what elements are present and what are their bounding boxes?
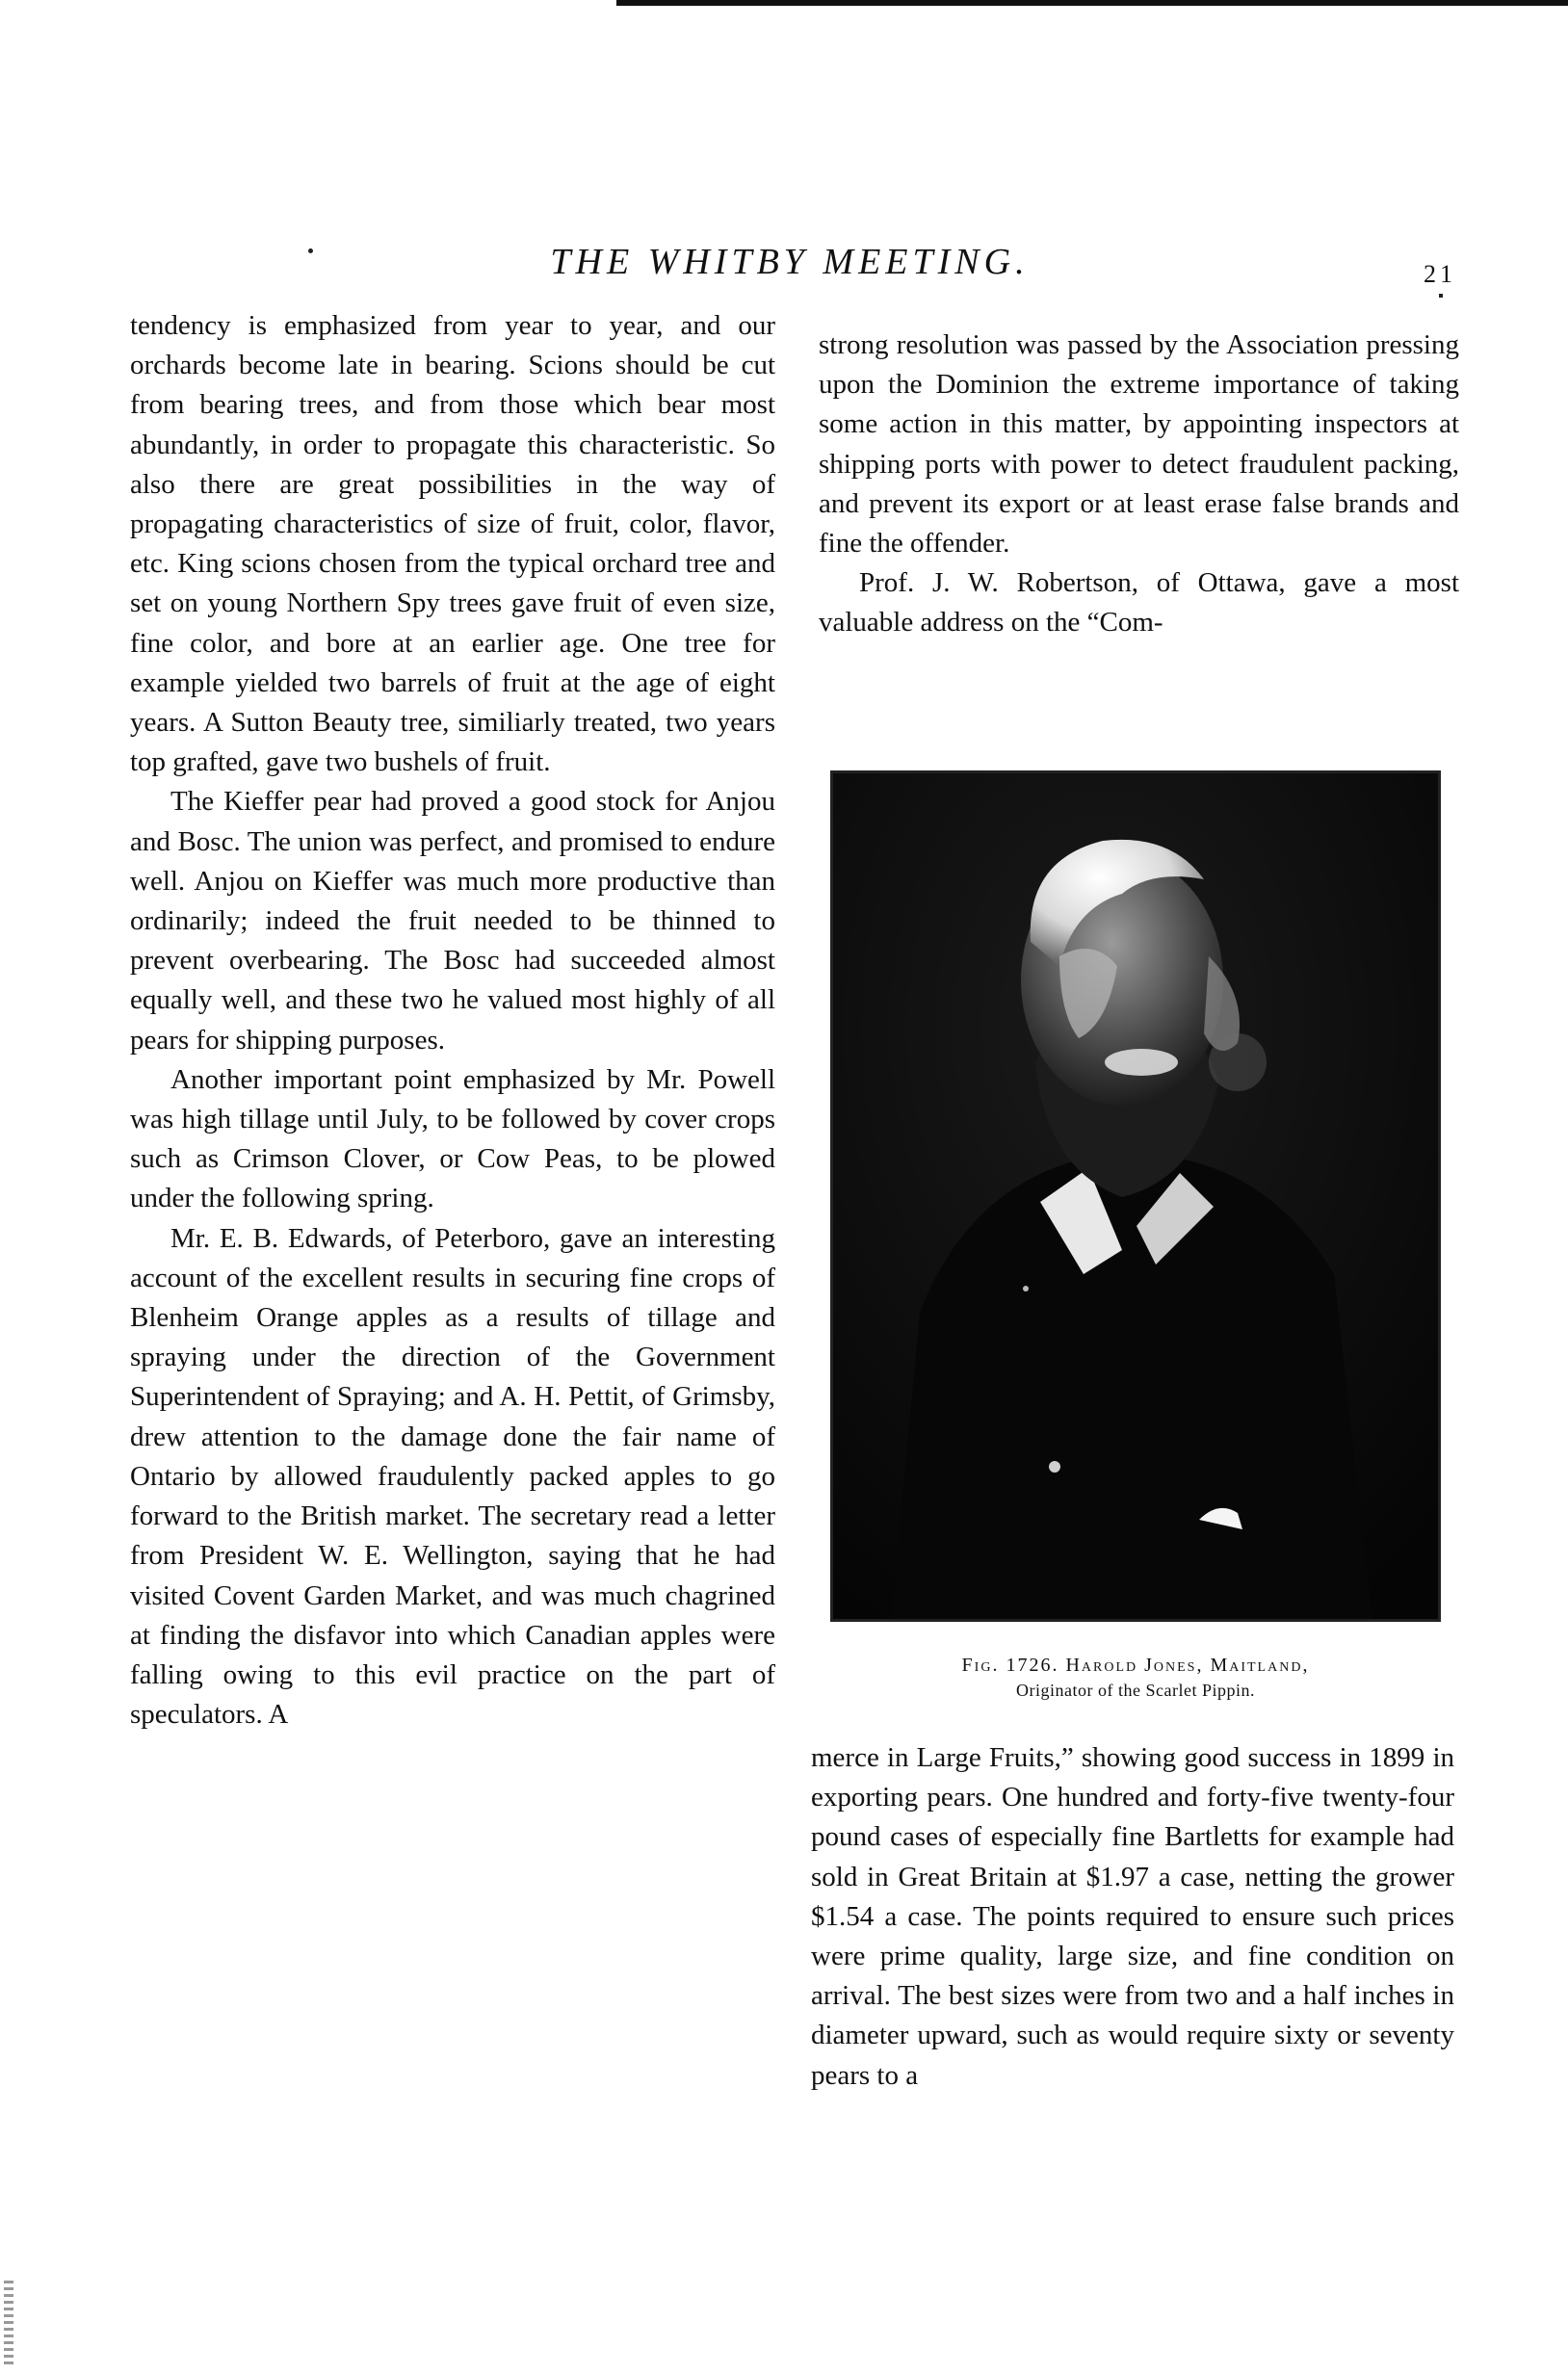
paragraph: tendency is emphasized from year to year, and our orchards become late in bearing. Scions should be cut from bearing trees, and from those which bear most abundantly, in order to propagate this characteristic. So also there are great possibilities in the way of propagating characteristics of size of fruit, color, flavor, etc. King scions chosen from the typical orchard tree and set on young Northern Spy trees gave fruit of even size, fine color, and bore at an earlier age. One tree for example yielded two barrels of fruit at the age of eight years. A Sutton Beauty tree, similiarly treated, two years top grafted, gave two bushels of fruit.	[130, 310, 775, 778]
left-text-column	[130, 306, 775, 1735]
caption-subtitle: Originator of the Scarlet Pippin.	[1016, 1681, 1255, 1700]
header-ornament	[308, 248, 313, 253]
figure-caption	[830, 1655, 1441, 1701]
page-number-mark	[1439, 294, 1443, 298]
running-head-title: THE WHITBY MEETING.	[550, 242, 1030, 282]
mustache-highlight	[1105, 1049, 1178, 1076]
paragraph: Mr. E. B. Edwards, of Peterboro, gave an interesting account of the excellent results in securing fine crops of Blenheim Orange apples as a results of tillage and spraying under the direction of the Government Superintendent of Spraying; and A. H. Pettit, of Grimsby, drew attention to the damage done the fair name of Ontario by allowed fraudulently packed apples to go forward to the British market. The secretary read a letter from President W. E. Wellington, saying that he had visited Covent Garden Market, and was much chagrined at finding the disfavor into which Canadian apples were falling owing to this evil practice on the part of speculators. A	[130, 1222, 775, 1731]
paragraph: The Kieffer pear had proved a good stock for Anjou and Bosc. The union was perfect, and promised to endure well. Anjou on Kieffer was much more productive than ordinarily; indeed the fruit needed to be thinned to prevent overbearing. The Bosc had succeeded almost equally well, and these two he valued most highly of all pears for shipping purposes.	[130, 786, 775, 1056]
paragraph: strong resolution was passed by the Association pressing upon the Dominion the extreme importance of taking some action in this matter, by appointing inspectors at shipping ports with power to detect fraudulent packing, and prevent its export or at least erase false brands and fine the offender.	[819, 329, 1459, 560]
right-text-column-top	[819, 326, 1459, 643]
portrait-image	[833, 773, 1438, 1619]
coat-button	[1049, 1461, 1060, 1473]
paragraph: Prof. J. W. Robertson, of Ottawa, gave a most valuable address on the “Com-	[819, 567, 1459, 639]
caption-title: Fig. 1726. Harold Jones, Maitland,	[961, 1655, 1310, 1676]
page-number: 21	[1424, 260, 1456, 288]
top-border-rule	[616, 0, 1568, 6]
scan-edge-artifact	[4, 2281, 13, 2367]
right-text-column-bottom	[811, 1738, 1454, 2096]
portrait-photograph	[830, 770, 1441, 1622]
paragraph: Another important point emphasized by Mr. Powell was high tillage until July, to be followed by cover crops such as Crimson Clover, or Cow Peas, to be plowed under the following spring.	[130, 1063, 775, 1214]
paragraph: merce in Large Fruits,” showing good success in 1899 in exporting pears. One hundred and forty-five twenty-four pound cases of especially fine Bartletts for example had sold in Great Britain at $1.97 a case, netting the grower $1.54 a case. The points required to ensure such prices were prime quality, large size, and fine condition on arrival. The best sizes were from two and a half inches in diameter upward, such as would require sixty or seventy pears to a	[811, 1742, 1454, 2091]
